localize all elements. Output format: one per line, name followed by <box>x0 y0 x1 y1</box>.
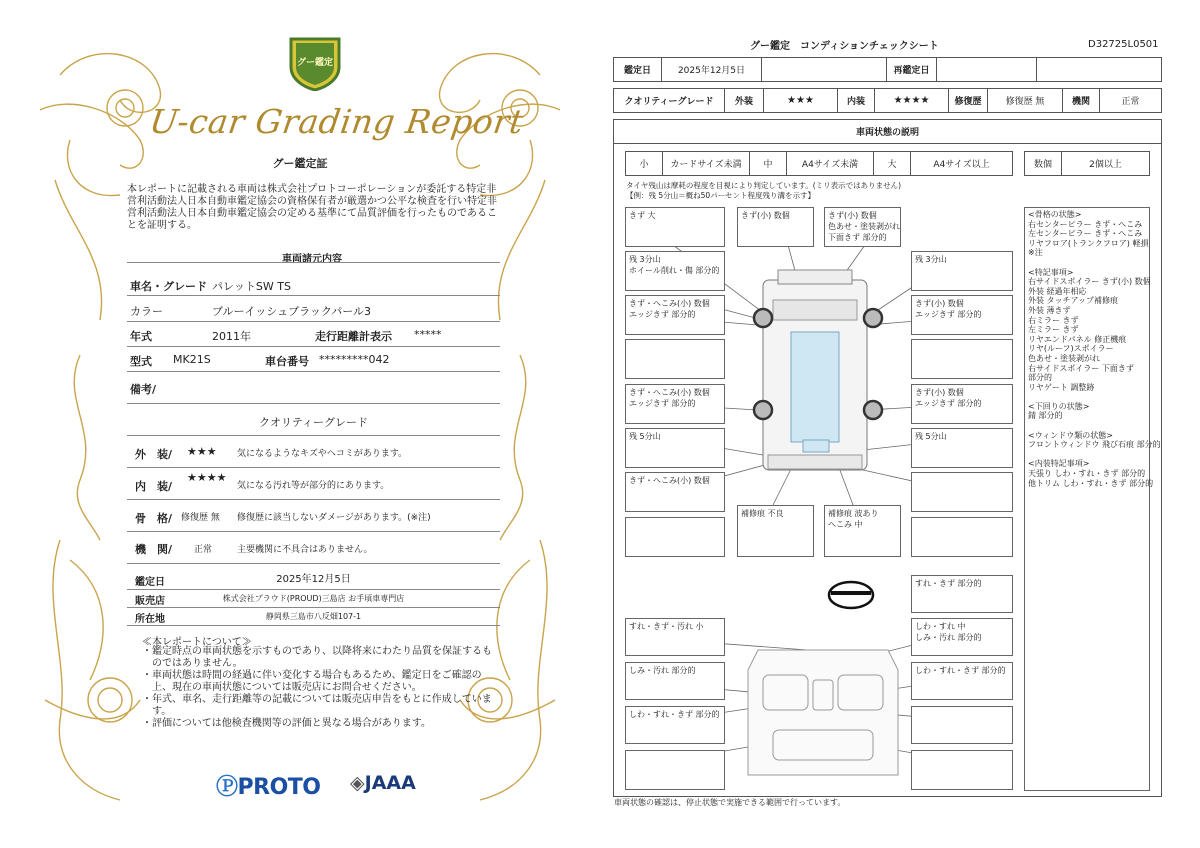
year-value: 2011年 <box>212 330 251 343</box>
cs-blank-1 <box>761 57 887 82</box>
car-topview-icon <box>763 270 867 470</box>
legend-large: 大 <box>873 151 911 176</box>
certificate-title: グー鑑定証 <box>272 157 328 170</box>
cs-redate-value <box>936 57 1037 82</box>
info-row-address <box>127 608 500 626</box>
cond-box-r-quarter <box>911 472 1013 512</box>
spec-row-name <box>127 262 500 263</box>
cond-box-r-seat: しわ・すれ・きず 部分的 <box>911 662 1013 700</box>
cs-date-value: 2025年12月5日 <box>661 57 762 82</box>
cond-box-l-quarter: きず・へこみ(小) 数個 <box>625 472 725 512</box>
cond-box-dash: しわ・すれ 中 しみ・汚れ 部分的 <box>911 618 1013 656</box>
engine-desc: 主要機関に不具合はありません。 <box>237 545 373 555</box>
tire-note-1: タイヤ残山は摩耗の程度を目視により判定しています。(ミリ表示ではありません) <box>626 181 902 190</box>
cond-box-lr-tire: 残 5分山 <box>625 428 725 468</box>
cs-engine-value: 正常 <box>1099 88 1162 113</box>
date-label: 鑑定日 <box>135 577 165 588</box>
cs-ext-stars: ★★★ <box>763 88 838 113</box>
cond-box-lf-tire: 残 3分山 ホイール削れ・傷 部分的 <box>625 251 725 291</box>
cs-blank-2 <box>1036 57 1162 82</box>
car-name-value: パレットSW TS <box>212 280 291 293</box>
color-value: ブルーイッシュブラックパール3 <box>212 305 372 318</box>
cond-box-rf-tire: 残 3分山 <box>911 251 1013 291</box>
tire-note-2: 【例：残 5分山＝概ね50パーセント程度残り溝を示す】 <box>626 191 816 200</box>
spec-row-color <box>127 296 500 322</box>
model-value: MK21S <box>173 353 211 366</box>
cond-box-l-rear-door: きず・へこみ(小) 数個 エッジきず 部分的 <box>625 384 725 424</box>
cs-qg-label: クオリティーグレード <box>613 88 725 113</box>
report-title: U-car Grading Report <box>147 102 527 141</box>
legend-mid-desc: A4サイズ未満 <box>786 151 874 176</box>
quality-title-text: クオリティーグレード <box>259 416 368 429</box>
cond-box-front-bumper: きず 大 <box>625 207 725 247</box>
legend-small: 小 <box>625 151 663 176</box>
checksheet-title: グー鑑定 コンディションチェックシート <box>750 41 939 52</box>
special-notes-panel: <骨格の状態> 右センターピラー きず・へこみ 左センターピラー きず・へこみ リヤフロア(トランクフロア) 軽損 ※注 <特記事項> 右サイドスポイラー きず(小) 数個 外装 経過年相応 外装 タッチアップ補修痕 外装 薄きず 右ミラー きず 左ミラー きず リヤエンドパネル 修正機痕 リヤ(ルーフ)スポイラー 色あせ・塗装剥がれ 右サイドスポイラー 下面きず 部分的 リヤゲート 調整跡 <下回りの状態> 錆 部分的 <ウィンドウ類の状態> フロントウィンドウ 飛び石痕 部分的 <内装特記事項> 天張り しわ・すれ・きず 部分的 他トリム しわ・すれ・きず 部分的 <box>1024 207 1150 791</box>
goo-badge <box>287 33 343 91</box>
cs-redate-label: 再鑑定日 <box>886 57 937 82</box>
note-item: ・鑑定時点の車両状態を示すものであり、以降将来にわたり品質を保証するものではありません。 <box>142 646 492 669</box>
address-label: 所在地 <box>135 614 165 625</box>
notes-header: ≪本レポートについて≫ <box>142 637 252 648</box>
date-value: 2025年12月5日 <box>276 574 351 585</box>
cond-box-r-empty-2 <box>911 517 1013 557</box>
checksheet-code: D32725L0501 <box>1088 39 1159 50</box>
legend-count-desc: 2個以上 <box>1061 151 1150 176</box>
cond-box-headliner: すれ・きず・汚れ 小 <box>625 618 725 656</box>
proto-logo: ⓅPROTO <box>216 775 321 800</box>
exterior-stars: ★★★ <box>187 445 217 458</box>
dealer-value: 株式会社プラウド(PROUD)三島店 お手頃車専門店 <box>222 594 405 603</box>
address-value: 静岡県三島市八反畑107-1 <box>265 612 362 621</box>
remarks-label: 備考/ <box>130 383 157 396</box>
cond-box-l-seat: しみ・汚れ 部分的 <box>625 662 725 700</box>
notes-list <box>142 646 492 730</box>
interior-stars: ★★★★ <box>187 471 227 484</box>
cond-box-l-trim: しわ・すれ・きず 部分的 <box>625 706 725 744</box>
jaaa-logo: ◈JAAA <box>350 772 416 794</box>
cs-engine-label: 機関 <box>1062 88 1100 113</box>
spec-row-remarks <box>127 372 500 404</box>
spec-row-year <box>127 322 500 347</box>
cond-box-hood: きず(小) 数個 <box>737 207 814 247</box>
note-item: ・年式、車名、走行距離等の記載については販売店申告をもとに作成しています。 <box>142 694 492 717</box>
cs-date-label: 鑑定日 <box>613 57 662 82</box>
cond-box-rear-bumper: 補修痕 波あり へこみ 中 <box>824 505 901 557</box>
cond-box-rf-fender: きず(小) 数個 エッジきず 部分的 <box>911 295 1013 335</box>
cond-box-r-rear-seat <box>911 750 1013 790</box>
spec-row-car-name <box>127 271 500 296</box>
model-label: 型式 <box>130 355 152 368</box>
chassis-label: 車台番号 <box>265 355 309 368</box>
badge-label: グー鑑定 <box>296 58 333 68</box>
color-label: カラー <box>130 305 163 318</box>
exterior-label: 外 装/ <box>135 448 173 461</box>
chassis-value: *********042 <box>319 353 390 366</box>
legend-large-desc: A4サイズ以上 <box>910 151 1013 176</box>
cond-box-l-empty-2 <box>625 517 725 557</box>
proto-mark-icon: Ⓟ <box>216 775 238 800</box>
year-label: 年式 <box>130 330 152 343</box>
cs-repair-value: 修復歴 無 <box>987 88 1063 113</box>
quality-grade-title <box>127 404 500 436</box>
cond-box-lf-fender: きず・へこみ(小) 数個 エッジきず 部分的 <box>625 295 725 335</box>
legend-count: 数個 <box>1024 151 1062 176</box>
dealer-label: 販売店 <box>135 596 165 607</box>
cond-box-r-trim <box>911 706 1013 744</box>
cond-box-l-empty-1 <box>625 339 725 379</box>
steering-wheel-icon <box>829 582 873 608</box>
cond-box-r-empty-1 <box>911 339 1013 379</box>
legend-small-desc: カードサイズ未満 <box>662 151 750 176</box>
info-row-dealer <box>127 590 500 608</box>
checksheet-footer: 車両状態の確認は、停止状態で実施できる範囲で行っています。 <box>614 798 846 807</box>
engine-label: 機 関/ <box>135 543 173 556</box>
condition-section-title: 車両状態の説明 <box>613 119 1162 144</box>
mileage-value: ***** <box>414 328 442 341</box>
interior-desc: 気になる汚れ等が部分的にあります。 <box>237 481 390 491</box>
cond-box-rr-tire: 残 5分山 <box>911 428 1013 468</box>
legend-mid: 中 <box>749 151 787 176</box>
note-item: ・評価については他検査機関等の評価と異なる場合があります。 <box>142 718 431 729</box>
cs-int-label: 内装 <box>837 88 875 113</box>
frame-label: 骨 格/ <box>135 512 173 525</box>
grade-row-engine <box>127 532 500 564</box>
car-name-label: 車名・グレード <box>130 280 207 293</box>
frame-desc: 修復歴に該当しないダメージがあります。(※注) <box>237 513 431 523</box>
frame-value: 修復歴 無 <box>181 513 220 523</box>
exterior-desc: 気になるようなキズやヘコミがあります。 <box>237 449 408 459</box>
cond-box-r-rear-door: きず(小) 数個 エッジきず 部分的 <box>911 384 1013 424</box>
note-item: ・車両状態は時間の経過に伴い変化する場合もあるため、鑑定日をご確認の上、現在の車両状態については販売店にお問合せください。 <box>142 670 482 693</box>
spec-row-model <box>127 347 500 372</box>
cond-box-steering: すれ・きず 部分的 <box>911 575 1013 613</box>
certificate-body: 本レポートに記載される車両は株式会社プロトコーポレーションが委託する特定非営利活動法人日本自動車鑑定協会の資格保有者が厳選かつ公平な検査を行い特定非営利活動法人日本自動車鑑定協会の定める基準にて品質評価を行ったものであることを証明する。 <box>127 184 497 231</box>
interior-label: 内 装/ <box>135 480 173 493</box>
grade-row-frame <box>127 500 500 532</box>
grade-row-exterior <box>127 436 500 468</box>
cond-box-front-right: きず(小) 数個 色あせ・塗装剥がれ 下面きず 部分的 <box>824 207 901 247</box>
info-row-date <box>127 564 500 590</box>
spec-section-title: 車両諸元内容 <box>282 254 342 265</box>
engine-value: 正常 <box>194 545 213 555</box>
mileage-label: 走行距離計表示 <box>315 330 392 343</box>
cs-repair-label: 修復歴 <box>948 88 988 113</box>
interior-topview-icon <box>748 650 898 775</box>
grade-row-interior <box>127 468 500 500</box>
cond-box-l-rear-seat <box>625 750 725 790</box>
cs-int-stars: ★★★★ <box>874 88 949 113</box>
cond-box-rear-gate: 補修痕 不良 <box>737 505 814 557</box>
jaaa-mark-icon: ◈ <box>350 772 365 794</box>
cs-ext-label: 外装 <box>724 88 764 113</box>
